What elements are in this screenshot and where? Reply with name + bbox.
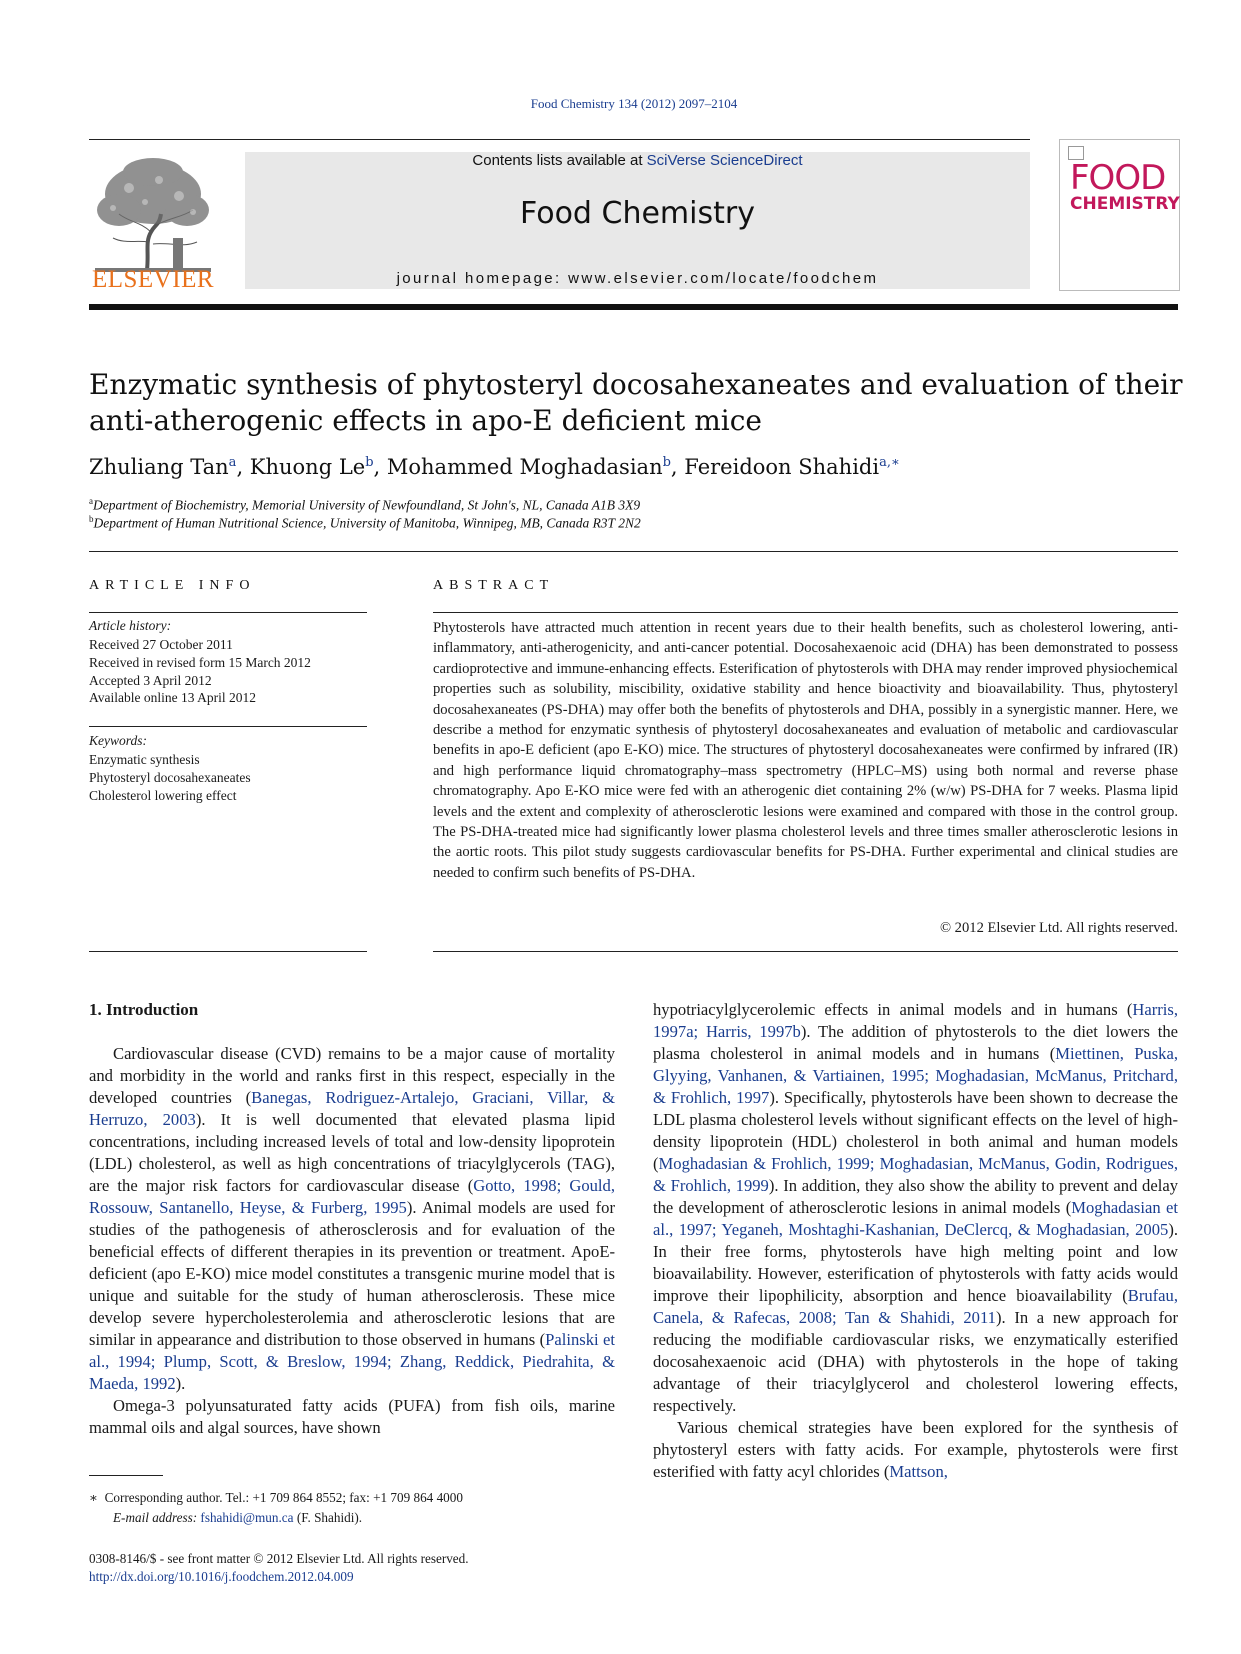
body-text: ). Animal models are used for studies of the pathogenesis of atherosclerosis and for evaluation of the beneficial effects of different therapies in its prevention or treatment. ApoE-deficient (apo E-KO) mice model constitutes a transgenic murine model that is unique and suitable for the study of human atherosclerosis. These mice develop severe hypercholesterolemia and atherosclerotic lesions that are similar in appearance and distribution to those observed in humans ( [89,1198,615,1349]
author-name: Fereidoon Shahidi [684,455,880,479]
article-info-bottom-rule [89,951,367,952]
author-list: Zhuliang Tan$^a$, Khuong Le$^b$, Mohammed Moghadasian$^b$, Fereidoon Shahidi$^{a,∗}$ [89,455,900,479]
intro-paragraph-1 [89,1043,615,1395]
citation-link[interactable]: Palinski et al., 1994; Plump, Scott, & Breslow, 1994; Zhang, Reddick, Piedrahita, & Maeda, 1992 [89,1330,615,1393]
introduction-heading: 1. Introduction [89,1000,199,1019]
affiliation-rule [89,551,1178,552]
article-history-label: Article history: [89,618,172,633]
citation-link[interactable]: Brufau, Canela, & Rafecas, 2008; Tan & Shahidi, 2011 [653,1286,1178,1327]
keyword-item: Cholesterol lowering effect [89,787,237,803]
contents-prefix: Contents lists available at [472,152,647,169]
affiliation-marker: a [89,496,93,506]
author-name: Zhuliang Tan [89,455,229,479]
footnote-marker: ∗ [89,1490,98,1505]
author-affil-marker[interactable]: a,∗ [879,455,900,470]
body-column-right [653,999,1178,1483]
keyword-item: Enzymatic synthesis [89,752,200,767]
history-item: Received 27 October 2011 [89,637,233,652]
footnote-line-2 [89,1508,463,1528]
history-item: Available online 13 April 2012 [89,690,256,706]
body-text: ). It is well documented that elevated plasma lipid concentrations, including increased levels of total and low-density lipoprotein (LDL) cholesterol, as well as high concentrations of triacylglycerols (TAG), are the major risk factors for cardiovascular disease ( [89,1110,615,1195]
citation-link[interactable]: Harris, 1997a; Harris, 1997b [653,1000,1178,1041]
affiliation-b [89,514,641,532]
article-info-heading: ARTICLE INFO [89,578,256,593]
article-info-rule [89,612,367,613]
journal-cover-thumbnail[interactable] [1059,139,1180,291]
body-text: ). [175,1374,186,1393]
corresponding-author-footnote [89,1488,463,1528]
body-text: ). Specifically, phytosterols have been shown to decrease the LDL plasma cholesterol levels without significant effects on the level of high-density lipoprotein (HDL) cholesterol in both animal and human models ( [653,1088,1178,1173]
citation-link[interactable]: Mattson, [889,1462,948,1481]
cover-title-food: FOOD [1070,158,1166,198]
body-text: ). In addition, they also show the ability to prevent and delay the development of atherosclerotic lesions in animal models ( [653,1176,1178,1217]
sciencedirect-link[interactable]: SciVerse ScienceDirect [646,152,803,169]
contents-line [245,152,1030,169]
author-affil-marker[interactable]: b [662,455,671,470]
footnote-line-1 [89,1488,463,1508]
footnote-corresponding: Corresponding author. Tel.: +1 709 864 8552; fax: +1 709 864 4000 [104,1490,463,1505]
abstract-rule [433,612,1178,613]
abstract-text: Phytosterols have attracted much attention in recent years due to their health benefits, such as cholesterol lowering, anti-inflammatory, anti-atherogenicity, and anti-cancer potential. Docosahexaenoic acid (DHA) has been demonstrated to possess cardioprotective and immune-enhancing effects. Esterification of phytosterols with DHA may render improved physiochemical properties such as solubility, miscibility, oxidative stability and hence bioactivity and bioavailability. Thus, phytosteryl docosahexaneates (PS-DHA) may offer both the benefits of phytosterols and DHA, possibly in a synergistic manner. Here, we describe a method for enzymatic synthesis of phytosteryl docosahexaneates and evaluation of metabolic and cardiovascular benefits in apo-E deficient (apo E-KO) mice. The structures of phytosteryl docosahexaneates were confirmed by infrared (IR) and high performance liquid chromatography–mass spectrometry (HPLC–MS) using both normal and reverse phase chromatography. Apo E-KO mice were fed with an atherogenic diet containing 2% (w/w) PS-DHA for 7 weeks. Plasma lipid levels and the extent and complexity of atherosclerotic lesions were examined and compared with those in the control group. The PS-DHA-treated mice had significantly lower plasma cholesterol levels and three times smaller atherosclerotic lesions in the aortic roots. This pilot study suggests cardiovascular benefits for PS-DHA. Further experimental and clinical studies are needed to confirm such benefits of PS-DHA. [433,620,1178,881]
affiliation-text: Department of Human Nutritional Science, University of Manitoba, Winnipeg, MB, Canada R3T 2N2 [93,515,641,531]
author-name: Khuong Le [249,455,366,479]
citation-link[interactable]: Banegas, Rodriguez-Artalejo, Graciani, Villar, & Herruzo, 2003 [89,1088,615,1129]
article-title: Enzymatic synthesis of phytosteryl docosahexaneates and evaluation of their anti-atherogenic effects in apo-E deficient mice [89,368,1183,437]
affiliation-a [89,496,640,514]
header-bottom-rule [89,304,1178,310]
citation-link[interactable]: Moghadasian & Frohlich, 1999; Moghadasian, McManus, Godin, Rodrigues, & Frohlich, 1999 [653,1154,1178,1195]
keywords-label: Keywords: [89,733,147,748]
journal-reference-link[interactable]: Food Chemistry 134 (2012) 2097–2104 [530,96,738,111]
keywords-list [89,751,251,804]
body-text: Cardiovascular disease (CVD) remains to be a major cause of mortality and morbidity in the world and ranks first in this respect, especially in the developed countries ( [89,1044,615,1107]
author-name: Mohammed Moghadasian [386,455,663,479]
keyword-item: Phytosteryl docosahexaneates [89,769,251,785]
citation-link[interactable]: Gotto, 1998; Gould, Rossouw, Santanello, Heyse, & Furberg, 1995 [89,1176,615,1217]
journal-homepage[interactable]: journal homepage: www.elsevier.com/locate/foodchem [396,270,879,287]
cover-title-chemistry: CHEMISTRY [1070,194,1180,214]
article-history-list [89,636,311,707]
doi-link[interactable]: http://dx.doi.org/10.1016/j.foodchem.2012.04.009 [89,1569,354,1584]
email-label: E-mail address: [113,1510,198,1525]
journal-reference[interactable] [0,96,1241,112]
abstract-bottom-rule [433,951,1178,952]
journal-name: Food Chemistry [520,196,755,231]
body-column-left [89,1043,615,1439]
abstract-copyright: © 2012 Elsevier Ltd. All rights reserved. [939,920,1178,936]
author-affil-marker[interactable]: b [365,455,374,470]
intro-paragraph-3 [653,1417,1178,1483]
elsevier-wordmark[interactable]: ELSEVIER [91,266,215,293]
body-text: hypotriacylglycerolemic effects in animal models and in humans ( [653,1000,1133,1019]
abstract-heading: ABSTRACT [433,578,555,593]
header-top-rule [89,139,1030,140]
body-text: ). The addition of phytosterols to the diet lowers the plasma cholesterol in animal models and in humans ( [653,1022,1178,1063]
body-text: ). In their free forms, phytosterols have high melting point and low bioavailability. However, esterification of phytosterols with fatty acids would improve their lipophilicity, absorption and hence bioavailability ( [653,1220,1178,1305]
affiliation-text: Department of Biochemistry, Memorial University of Newfoundland, St John's, NL, Canada A1B 3X9 [93,497,641,513]
history-item: Accepted 3 April 2012 [89,672,212,688]
intro-paragraph-2-continued [653,999,1178,1417]
citation-link[interactable]: Miettinen, Puska, Glyying, Vanhanen, & Vartiainen, 1995; Moghadasian, McManus, Pritchard, & Frohlich, 1997 [653,1044,1178,1107]
intro-paragraph-2-start: Omega-3 polyunsaturated fatty acids (PUFA) from fish oils, marine mammal oils and algal sources, have shown [89,1396,615,1437]
keywords-rule [89,726,367,727]
email-link[interactable]: fshahidi@mun.ca [200,1510,294,1525]
issn-line: 0308-8146/$ - see front matter © 2012 Elsevier Ltd. All rights reserved. [89,1551,469,1566]
email-suffix: (F. Shahidi). [296,1510,363,1525]
citation-link[interactable]: Moghadasian et al., 1997; Yeganeh, Moshtaghi-Kashanian, DeClercq, & Moghadasian, 2005 [653,1198,1178,1239]
body-text: Various chemical strategies have been explored for the synthesis of phytosteryl esters with fatty acids. For example, phytosterols were first esterified with fatty acyl chlorides ( [653,1418,1178,1481]
affiliation-marker: b [89,514,94,524]
page-footer [89,1550,469,1586]
footnote-rule [89,1475,163,1476]
body-text: ). In a new approach for reducing the modifiable cardiovascular risks, we enzymatically esterified docosahexaenoic acid (DHA) with phytosterols in the hope of taking advantage of their triacylglycerol and cholesterol lowering effects, respectively. [653,1308,1178,1415]
author-affil-marker[interactable]: a [228,455,237,470]
history-item: Received in revised form 15 March 2012 [89,654,311,670]
